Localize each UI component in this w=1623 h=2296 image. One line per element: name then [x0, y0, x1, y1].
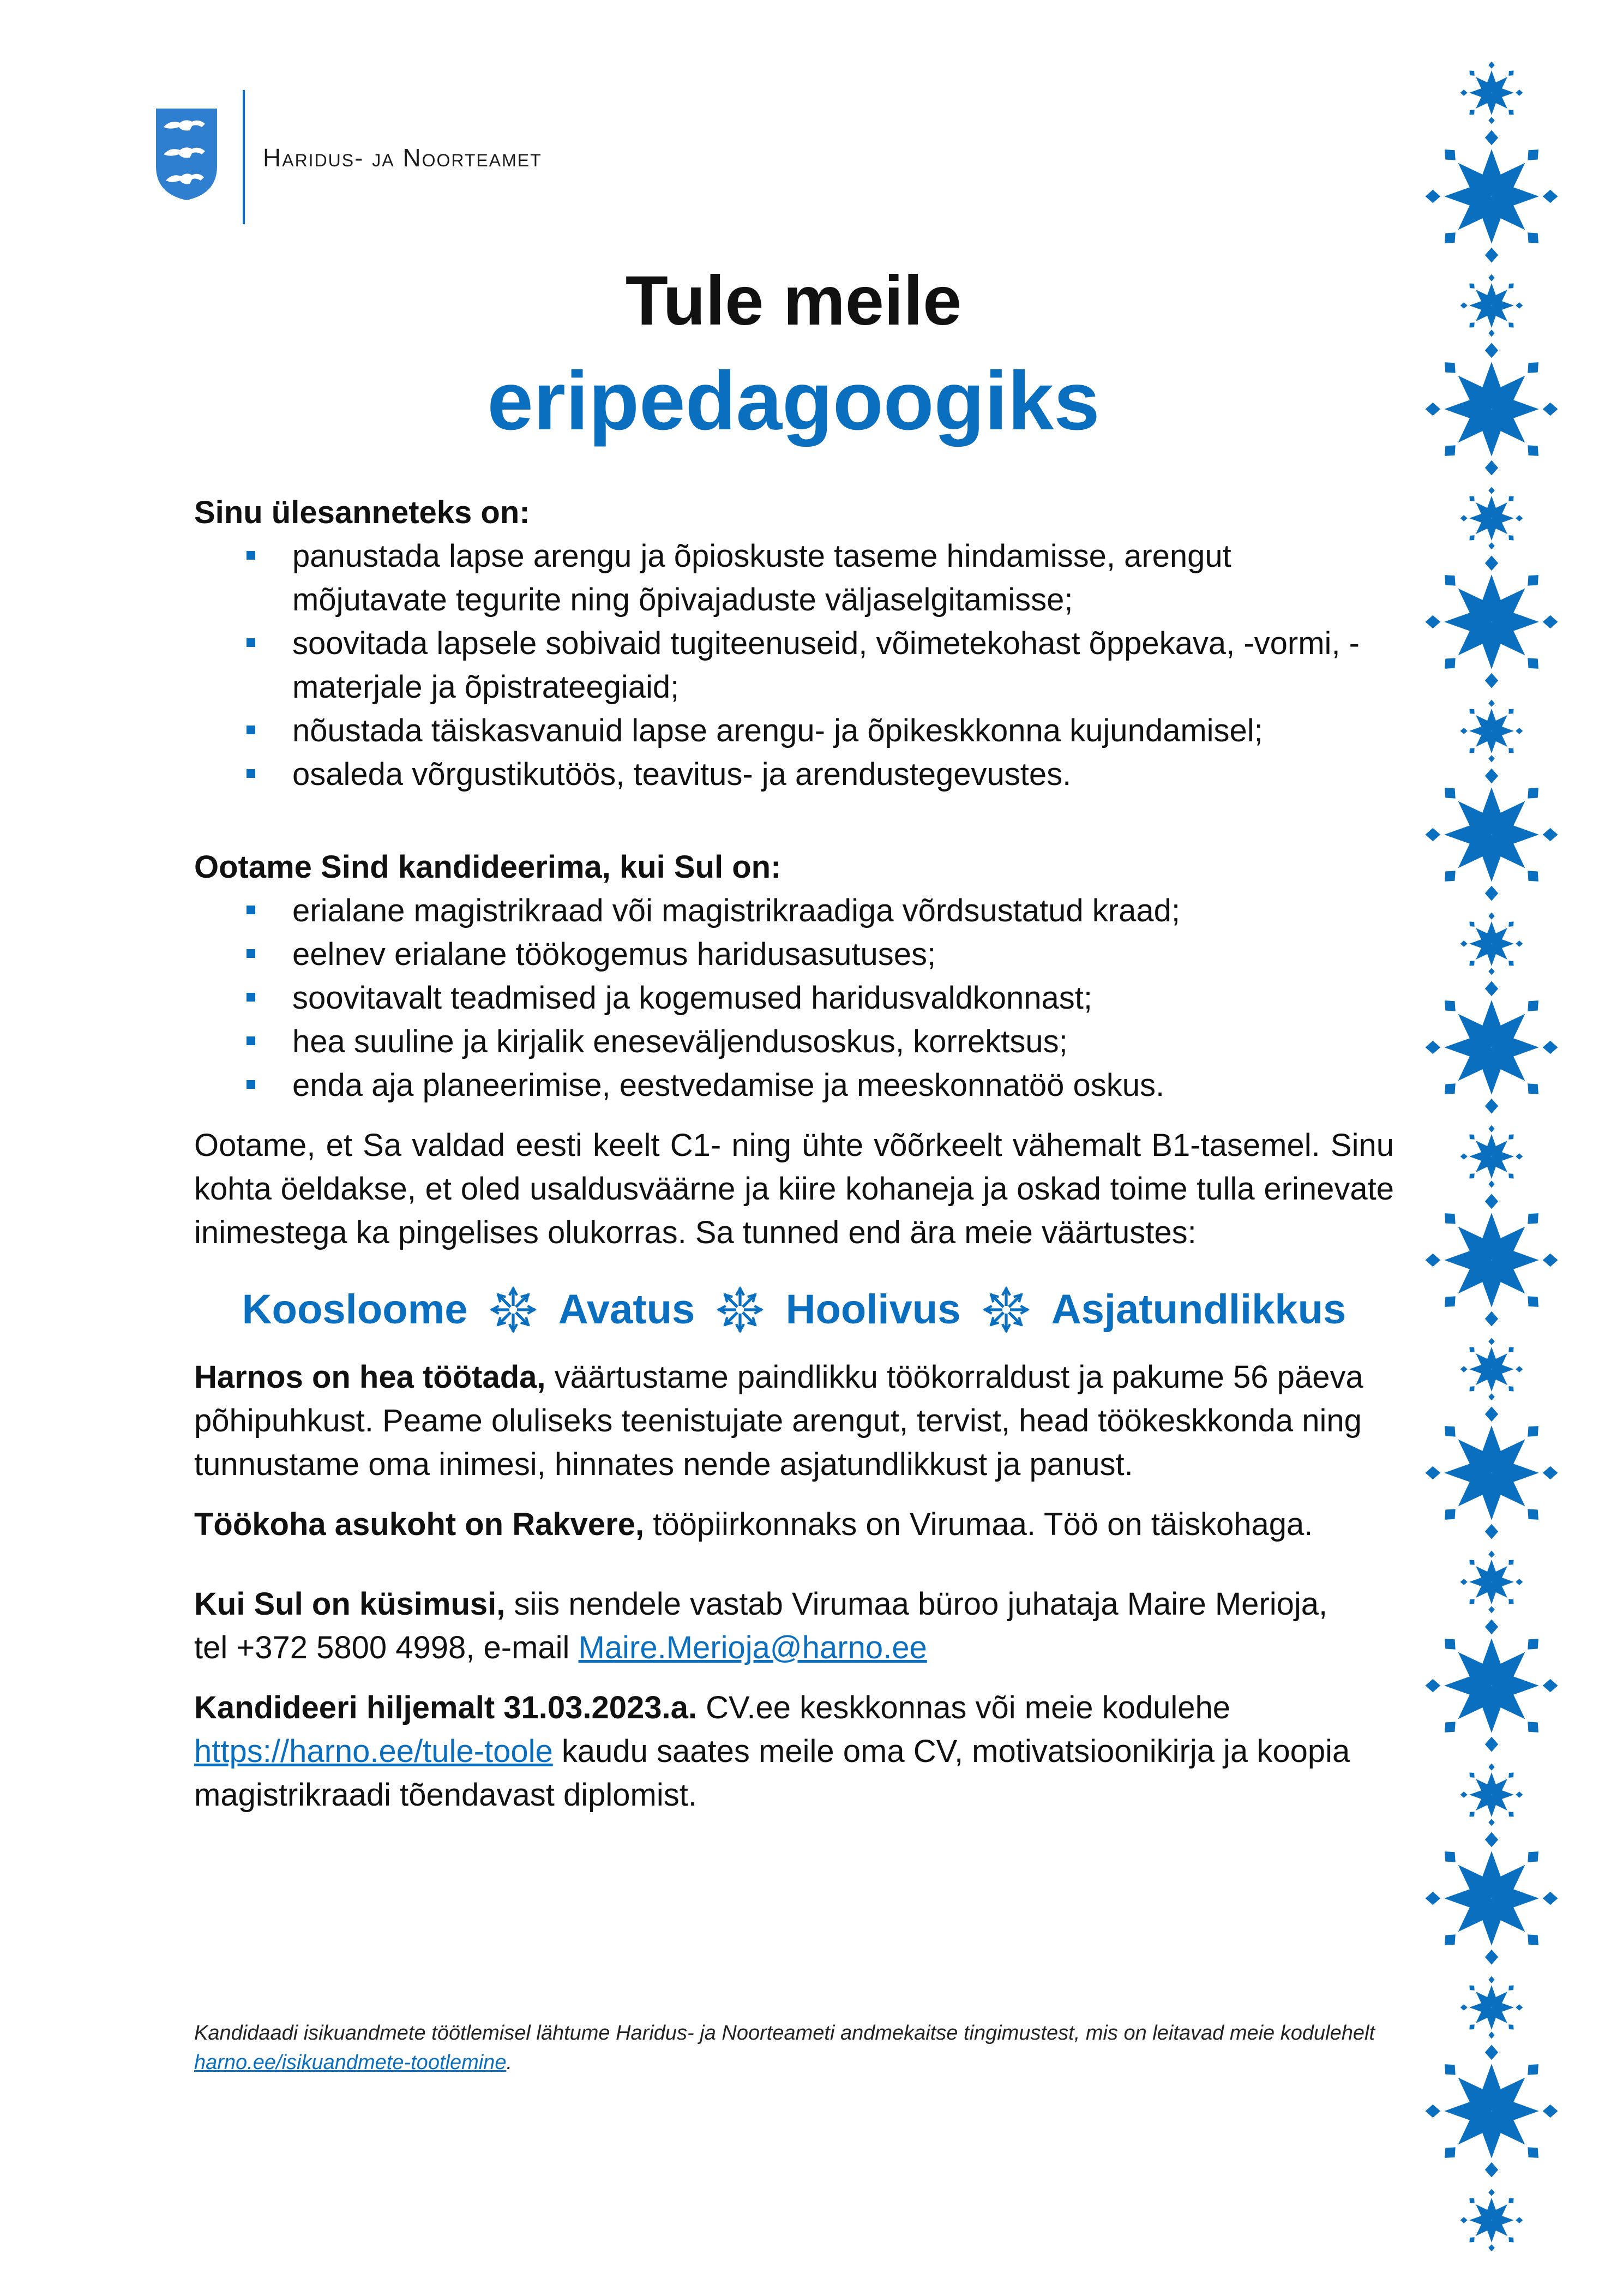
estonian-star-icon: [1423, 1192, 1560, 1328]
title-line-1: Tule meile: [625, 262, 962, 340]
estonian-star-icon: [1423, 1405, 1560, 1541]
estonian-coat-of-arms-icon: [154, 106, 219, 202]
apply-text-2: kaudu saates meile oma CV, motivatsioonikirja ja koopia magistrikraadi tõendavast diplomist.: [194, 1733, 1350, 1813]
estonian-star-icon: [1423, 1830, 1560, 1967]
title-line-2: eripedagoogiks: [487, 355, 1100, 447]
benefits-paragraph: [194, 1356, 1394, 1486]
agency-name: Haridus- ja Noorteamet: [263, 143, 542, 172]
footnote-end: .: [506, 2051, 513, 2074]
values-row: [194, 1280, 1394, 1337]
privacy-footnote: [194, 2018, 1394, 2077]
header-divider: [243, 90, 245, 224]
estonian-star-icon: [1459, 699, 1524, 763]
estonian-star-icon: [1459, 1337, 1524, 1401]
estonian-star-icon: [1459, 61, 1524, 125]
main-content: [194, 491, 1394, 1817]
contact-text: siis nendele vastab Virumaa büroo juhataja Maire Merioja,: [505, 1586, 1328, 1622]
estonian-star-icon: [1423, 2043, 1560, 2179]
contact-lead: Kui Sul on küsimusi,: [194, 1586, 506, 1622]
location-text: tööpiirkonnaks on Virumaa. Töö on täiskohaga.: [644, 1506, 1313, 1542]
contact-email-link[interactable]: Maire.Merioja@harno.ee: [578, 1629, 927, 1665]
estonian-star-icon: [1459, 273, 1524, 338]
estonian-star-icon: [1459, 1124, 1524, 1189]
contact-paragraph: [194, 1582, 1394, 1670]
estonian-star-icon: [1459, 912, 1524, 976]
estonian-star-icon: [489, 1286, 537, 1334]
estonian-star-icon: [1459, 1763, 1524, 1827]
estonian-star-icon: [982, 1286, 1030, 1334]
contact-phone: tel +372 5800 4998, e-mail: [194, 1629, 579, 1665]
list-item: soovitada lapsele sobivaid tugiteenuseid, võimetekohast õppekava, -vormi, -materjale ja õpistrateegiaid;: [194, 622, 1394, 709]
location-paragraph: [194, 1503, 1394, 1546]
list-item: soovitavalt teadmised ja kogemused haridusvaldkonnast;: [194, 976, 1394, 1020]
estonian-star-icon: [1423, 128, 1560, 265]
value-label: Asjatundlikkus: [1051, 1286, 1347, 1333]
estonian-star-icon: [1423, 1617, 1560, 1754]
requirements-list: [194, 889, 1394, 1107]
apply-lead: Kandideeri hiljemalt 31.03.2023.a.: [194, 1689, 698, 1725]
estonian-star-icon: [1459, 1550, 1524, 1614]
list-item: osaleda võrgustikutöös, teavitus- ja arendustegevustes.: [194, 753, 1394, 796]
value-label: Koosloome: [242, 1286, 468, 1333]
list-item: hea suuline ja kirjalik eneseväljendusoskus, korrektsus;: [194, 1020, 1394, 1064]
privacy-link[interactable]: harno.ee/isikuandmete-tootlemine: [194, 2051, 507, 2074]
list-item: panustada lapse arengu ja õpioskuste taseme hindamisse, arengut mõjutavate tegurite ning õpivajaduste väljaselgitamisse;: [194, 535, 1394, 622]
estonian-star-icon: [1423, 554, 1560, 690]
estonian-star-icon: [1459, 486, 1524, 550]
list-item: nõustada täiskasvanuid lapse arengu- ja õpikeskkonna kujundamisel;: [194, 709, 1394, 753]
list-item: eelnev erialane töökogemus haridusasutuses;: [194, 933, 1394, 976]
tasks-list: [194, 535, 1394, 796]
location-lead: Töökoha asukoht on Rakvere,: [194, 1506, 645, 1542]
ornament-column: [1407, 55, 1571, 2269]
estonian-star-icon: [1423, 766, 1560, 903]
footnote-text: Kandidaadi isikuandmete töötlemisel lähtume Haridus- ja Noorteameti andmekaitse tingimustest, mis on leitavad meie kodulehelt: [194, 2022, 1375, 2045]
apply-text: CV.ee keskkonnas või meie kodulehe: [697, 1689, 1231, 1725]
benefits-text: väärtustame paindlikku töökorraldust ja pakume 56 päeva põhipuhkust. Peame oluliseks teenistujate arengut, tervist, head töökeskkonda ning tunnustame oma inimesi, hinnates nende asjatundlikkust ja panust.: [194, 1359, 1363, 1482]
languages-paragraph: Ootame, et Sa valdad eesti keelt C1- ning ühte võõrkeelt vähemalt B1-tasemel. Sinu kohta öeldakse, et oled usaldusväärne ja kiire kohaneja ja oskad toime tulla erinevate inimestega ka pingelises olukorras. Sa tunned end ära meie väärtustes:: [194, 1128, 1394, 1250]
estonian-star-icon: [1423, 341, 1560, 477]
apply-url-link[interactable]: https://harno.ee/tule-toole: [194, 1733, 553, 1769]
estonian-star-icon: [1459, 2188, 1524, 2252]
benefits-lead: Harnos on hea töötada,: [194, 1359, 546, 1395]
list-item: erialane magistrikraad või magistrikraadiga võrdsustatud kraad;: [194, 889, 1394, 933]
estonian-star-icon: [1423, 979, 1560, 1116]
apply-paragraph: [194, 1686, 1394, 1817]
requirements-heading: Ootame Sind kandideerima, kui Sul on:: [194, 849, 782, 885]
estonian-star-icon: [1459, 1975, 1524, 2040]
estonian-star-icon: [716, 1286, 764, 1334]
list-item: enda aja planeerimise, eestvedamise ja meeskonnatöö oskus.: [194, 1064, 1394, 1107]
value-label: Avatus: [558, 1286, 695, 1333]
value-label: Hoolivus: [785, 1286, 961, 1333]
tasks-heading: Sinu ülesanneteks on:: [194, 495, 530, 530]
